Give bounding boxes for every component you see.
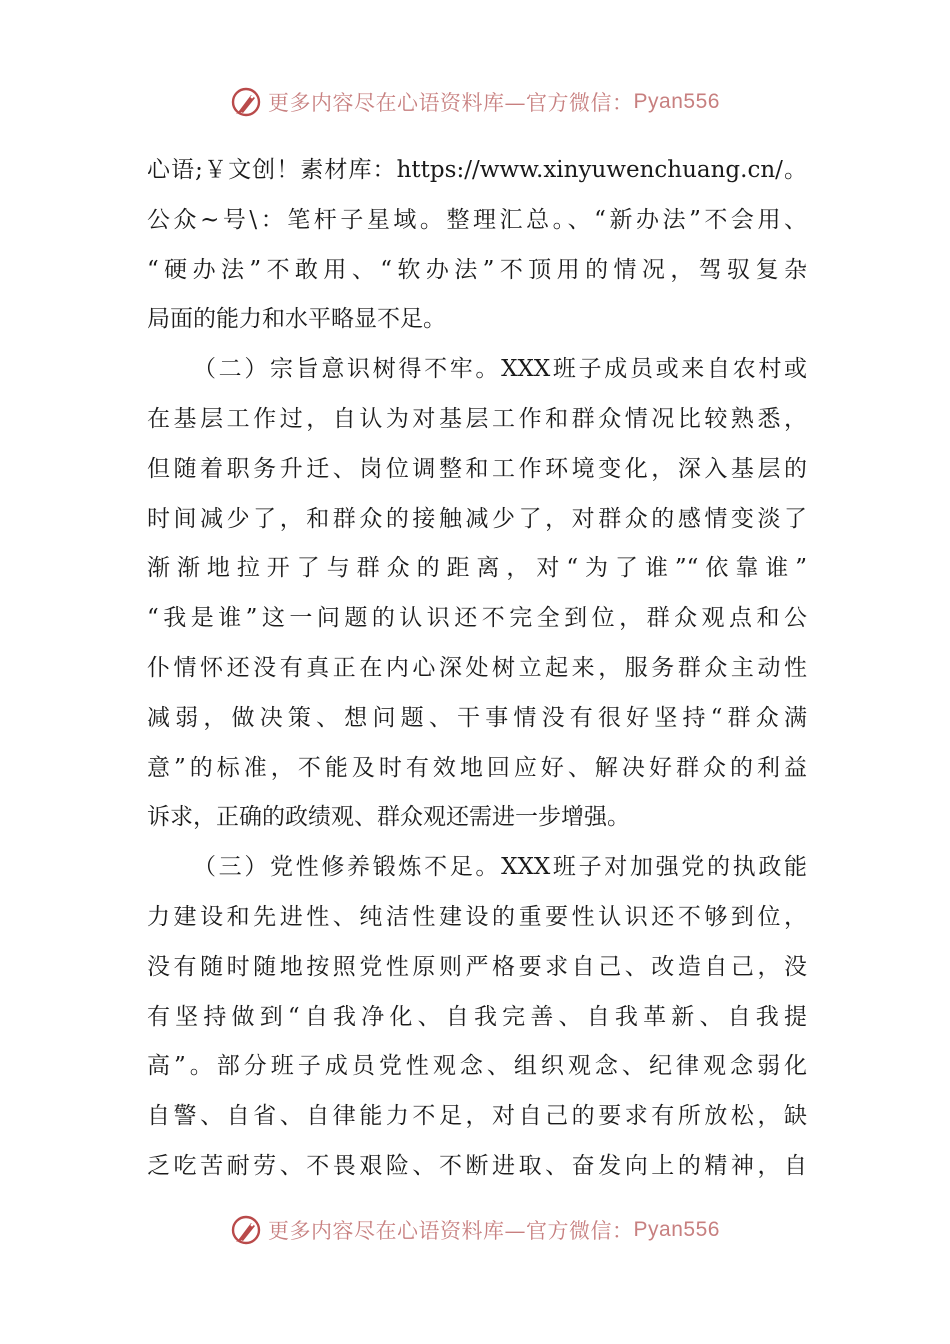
paragraph-start-line: （二）宗旨意识树得不牢。XXX班子成员或来自农村或 bbox=[193, 356, 807, 383]
footer-wechat-id: Pyan556 bbox=[633, 1218, 720, 1241]
body-line: 在基层工作过，自认为对基层工作和群众情况比较熟悉， bbox=[147, 405, 807, 432]
body-line: “硬办法”不敢用、“软办法”不顶用的情况，驾驭复杂 bbox=[147, 256, 807, 283]
body-line: 有坚持做到“自我净化、自我完善、自我革新、自我提 bbox=[147, 1003, 807, 1030]
body-line: 诉求，正确的政绩观、群众观还需进一步增强。 bbox=[147, 804, 630, 831]
body-line: 局面的能力和水平略显不足。 bbox=[147, 306, 446, 333]
footer-banner bbox=[0, 1212, 950, 1248]
header-wechat-id: Pyan556 bbox=[633, 90, 720, 113]
body-line: 高”。部分班子成员党性观念、组织观念、纪律观念弱化 bbox=[147, 1053, 807, 1080]
body-line: 意”的标准，不能及时有效地回应好、解决好群众的利益 bbox=[147, 754, 807, 781]
paragraph-start-line: （三）党性修养锻炼不足。XXX班子对加强党的执政能 bbox=[193, 854, 807, 881]
header-banner bbox=[0, 84, 950, 120]
body-line: 自警、自省、自律能力不足，对自己的要求有所放松，缺 bbox=[147, 1103, 807, 1130]
body-line: 心语;￥文创！素材库：https://www.xinyuwenchuang.cn/。 bbox=[147, 157, 807, 183]
body-line: 乏吃苦耐劳、不畏艰险、不断进取、奋发向上的精神，自 bbox=[147, 1152, 807, 1179]
body-line: 仆情怀还没有真正在内心深处树立起来，服务群众主动性 bbox=[147, 654, 807, 681]
body-line: 减弱，做决策、想问题、干事情没有很好坚持“群众满 bbox=[147, 704, 807, 731]
body-line: “我是谁”这一问题的认识还不完全到位，群众观点和公 bbox=[147, 605, 807, 632]
body-line: 时间减少了，和群众的接触减少了，对群众的感情变淡了 bbox=[147, 505, 807, 532]
body-line: 公众~号\：笔杆子星域。整理汇总。、“新办法”不会用、 bbox=[147, 206, 807, 233]
body-line: 渐渐地拉开了与群众的距离，对“为了谁”“依靠谁” bbox=[147, 555, 807, 582]
document-body bbox=[147, 146, 807, 1192]
body-line: 但随着职务升迁、岗位调整和工作环境变化，深入基层的 bbox=[147, 455, 807, 482]
pen-nib-circle-icon bbox=[230, 1214, 262, 1246]
pen-nib-circle-icon bbox=[230, 86, 262, 118]
body-line: 力建设和先进性、纯洁性建设的重要性认识还不够到位， bbox=[147, 903, 807, 930]
footer-banner-text: 更多内容尽在心语资料库—官方微信： bbox=[268, 1219, 634, 1243]
header-banner-text: 更多内容尽在心语资料库—官方微信： bbox=[268, 91, 634, 115]
body-line: 没有随时随地按照党性原则严格要求自己、改造自己，没 bbox=[147, 953, 807, 980]
